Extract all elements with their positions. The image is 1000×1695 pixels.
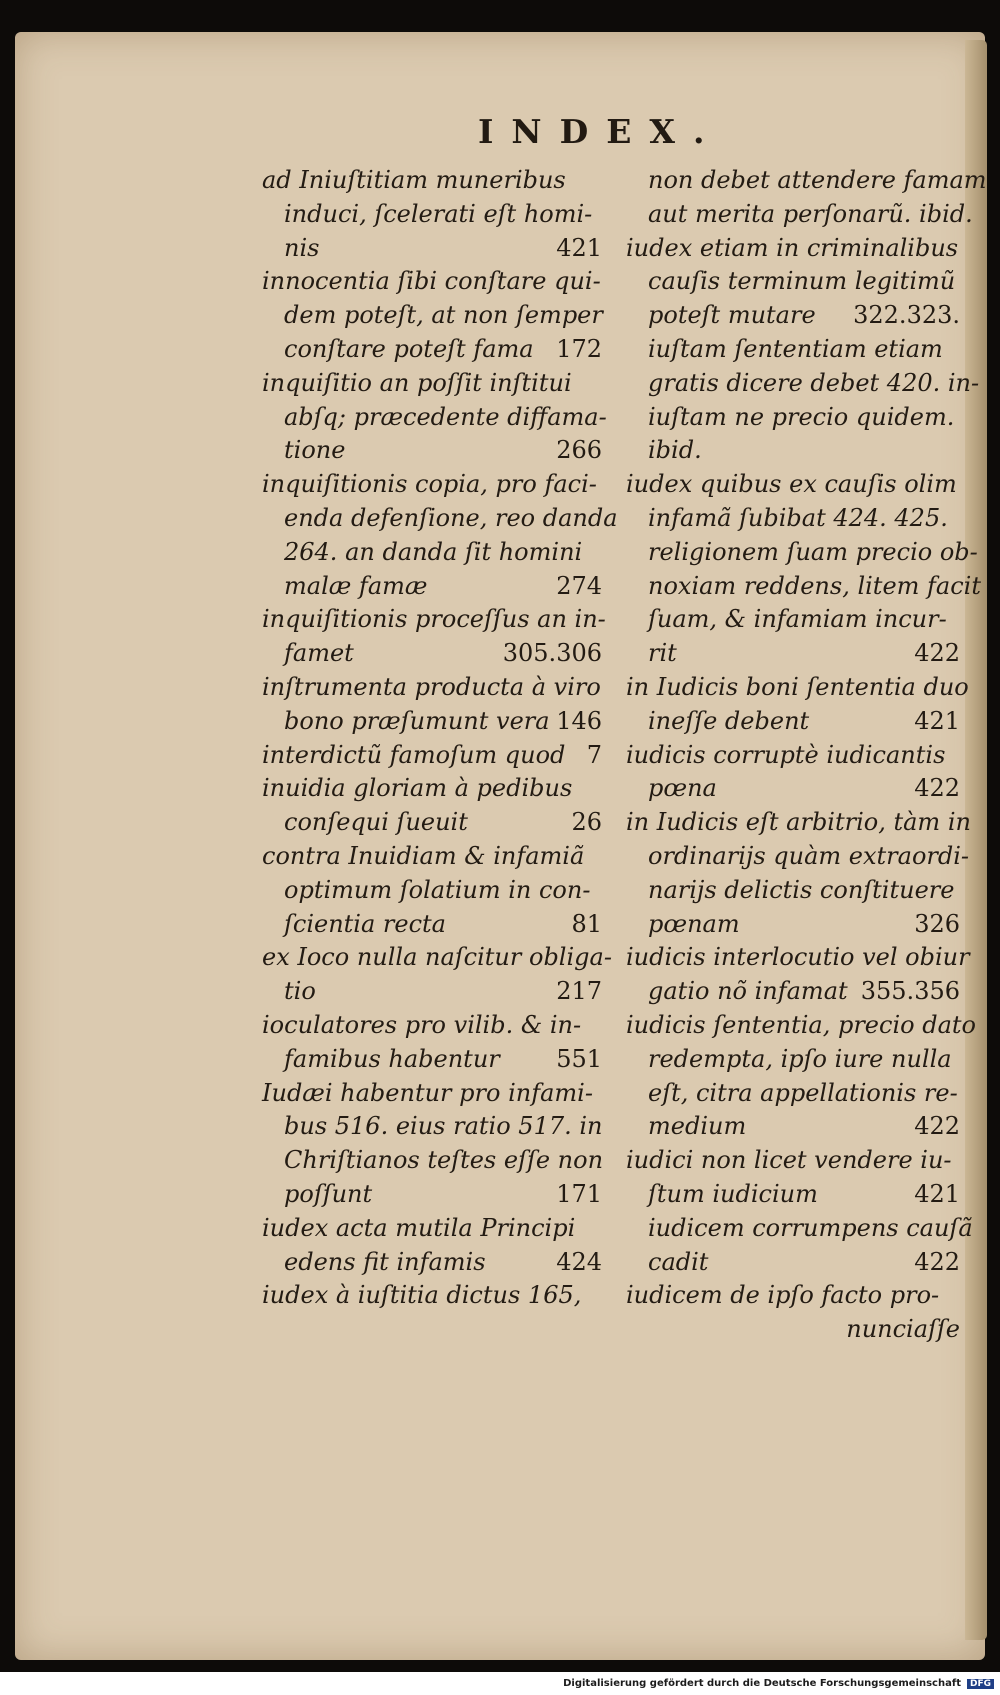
index-entry-line — [262, 1212, 602, 1246]
entry-text: inquiſitionis copia, pro faci- — [262, 470, 597, 499]
entry-text: pœnam — [648, 909, 740, 938]
page-reference: 422 — [914, 1247, 960, 1276]
page-reference: 551 — [556, 1044, 602, 1073]
index-entry-line — [262, 299, 602, 333]
index-entry-line — [262, 603, 606, 637]
index-entry-line — [262, 536, 602, 570]
entry-text: eſt, citra appellationis re- — [648, 1078, 958, 1107]
index-entry-line — [262, 1043, 602, 1077]
index-entry-line — [262, 502, 618, 536]
index-entry-line — [262, 265, 602, 299]
page-reference: 81 — [571, 909, 602, 938]
entry-text: gatio nõ infamat — [648, 977, 848, 1006]
index-entry-line — [626, 468, 960, 502]
page-reference: 421 — [914, 706, 960, 735]
index-entry-line — [626, 367, 980, 401]
index-entry-line — [262, 570, 602, 604]
entry-text: contra Inuidiam & infamiã — [262, 841, 585, 870]
entry-text: interdictũ famoſum quod — [262, 740, 566, 769]
entry-text: iudex quibus ex cauſis olim — [626, 470, 957, 499]
index-entry-line — [626, 265, 960, 299]
entry-text: dem poteſt, at non ſemper — [284, 301, 603, 330]
entry-text: enda defenſione, reo danda — [284, 503, 618, 532]
entry-text: infamã ſubibat 424. 425. — [648, 503, 948, 532]
index-entry-line — [262, 1246, 602, 1280]
entry-text: famet — [284, 639, 354, 668]
entry-text: ibid. — [648, 436, 702, 465]
entry-text: poſſunt — [284, 1179, 373, 1208]
entry-text: iudex à iuſtitia dictus 165, — [262, 1281, 582, 1310]
entry-text: poteſt mutare — [648, 301, 816, 330]
entry-text: Chriſtianos teſtes eſſe non — [284, 1146, 604, 1175]
index-entry-line — [626, 198, 973, 232]
entry-text: iudicis interlocutio vel obiur — [626, 943, 970, 972]
entry-text: ſuam, & infamiam incur- — [648, 605, 947, 634]
entry-text: iudicis ſententia, precio dato — [626, 1010, 976, 1039]
page-reference: 424 — [556, 1247, 602, 1276]
entry-text: conſtare poteſt fama — [284, 334, 534, 363]
index-entry-line — [262, 772, 602, 806]
page-reference: 422 — [914, 639, 960, 668]
entry-text: abſq; præcedente diffama- — [284, 402, 607, 431]
index-entry-line — [262, 232, 602, 266]
page-reference: 266 — [556, 436, 602, 465]
page-reference: 355.356 — [860, 977, 960, 1006]
index-entry-line — [262, 941, 612, 975]
index-entry-line — [626, 299, 960, 333]
index-entry-line — [626, 840, 970, 874]
entry-text: rit — [648, 639, 677, 668]
index-entry-line — [262, 806, 602, 840]
page-header: INDEX. — [478, 112, 723, 151]
entry-text: ad Iniuſtitiam muneribus — [262, 166, 566, 194]
index-entry-line — [626, 333, 960, 367]
dfg-logo: DFG — [967, 1679, 994, 1689]
index-entry-line — [626, 637, 960, 671]
index-entry-line — [262, 468, 602, 502]
entry-text: ineſſe debent — [648, 706, 810, 735]
entry-text: tio — [284, 977, 316, 1006]
index-column-left — [262, 164, 618, 1313]
index-entry-line — [626, 232, 960, 266]
entry-text: medium — [648, 1112, 747, 1141]
entry-text: in Iudicis eſt arbitrio, tàm in — [626, 808, 971, 837]
entry-text: in Iudicis boni ſententia duo — [626, 672, 969, 701]
index-entry-line — [626, 874, 960, 908]
entry-text: malæ famæ — [284, 571, 428, 600]
index-entry-line — [262, 1077, 602, 1111]
page-reference: 421 — [914, 1179, 960, 1208]
index-entry-line — [262, 908, 602, 942]
index-entry-line — [626, 536, 978, 570]
entry-text: famibus habentur — [284, 1044, 500, 1073]
entry-text: bus 516. eius ratio 517. in — [284, 1112, 603, 1141]
entry-text: iudicem de ipſo facto pro- — [626, 1281, 940, 1310]
entry-text: narijs delictis conſtituere — [648, 875, 955, 904]
entry-text: inquiſitionis proceſſus an in- — [262, 605, 606, 634]
index-entry-line — [262, 840, 602, 874]
entry-text: iudex acta mutila Principi — [262, 1213, 576, 1242]
index-entry-line — [626, 772, 960, 806]
index-entry-line — [262, 1144, 602, 1178]
index-entry-line — [262, 705, 602, 739]
page-reference: 422 — [914, 774, 960, 803]
index-entry-line — [262, 739, 602, 773]
index-entry-line — [262, 671, 602, 705]
index-entry-line — [626, 1246, 960, 1280]
page-reference: 422 — [914, 1112, 960, 1141]
index-entry-line — [626, 1144, 960, 1178]
entry-text: iudex etiam in criminalibus — [626, 233, 959, 262]
entry-text: optimum ſolatium in con- — [284, 875, 591, 904]
entry-text: aut merita perſonarũ. ibid. — [648, 199, 973, 228]
entry-text: religionem ſuam precio ob- — [648, 537, 978, 566]
entry-text: 264. an danda ſit homini — [284, 537, 583, 566]
entry-text: gratis dicere debet 420. in- — [648, 368, 980, 397]
index-entry-line — [626, 1043, 960, 1077]
entry-text: ordinarijs quàm extraordi- — [648, 841, 970, 870]
entry-text: iuſtam ſententiam etiam — [648, 334, 943, 363]
index-entry-line — [262, 198, 602, 232]
entry-text: nunciaſſe — [846, 1315, 960, 1344]
index-entry-line — [262, 637, 602, 671]
entry-text: conſequi ſueuit — [284, 808, 468, 837]
entry-text: noxiam reddens, litem facit — [648, 571, 981, 600]
page-reference: 421 — [556, 233, 602, 262]
index-entry-line — [626, 570, 981, 604]
page-reference: 7 — [586, 740, 602, 769]
index-entry-line — [626, 164, 987, 198]
entry-text: redempta, ipſo iure nulla — [648, 1044, 952, 1073]
entry-text: inſtrumenta producta à viro — [262, 672, 601, 701]
entry-text: bono præſumunt vera — [284, 706, 550, 735]
entry-text: edens fit infamis — [284, 1247, 486, 1276]
index-entry-line — [262, 401, 607, 435]
index-entry-line — [262, 434, 602, 468]
index-entry-line — [626, 705, 960, 739]
entry-text: non debet attendere famam — [648, 166, 987, 194]
entry-text: inuidia gloriam à pedibus — [262, 774, 573, 803]
index-entry-line — [626, 1313, 960, 1347]
index-entry-line — [262, 874, 602, 908]
entry-text: tione — [284, 436, 346, 465]
page-reference: 326 — [914, 909, 960, 938]
entry-text: innocentia ſibi conſtare qui- — [262, 267, 601, 296]
index-entry-line — [262, 1279, 602, 1313]
index-entry-line — [262, 1110, 602, 1144]
entry-text: iudicem corrumpens cauſã — [648, 1213, 973, 1242]
index-entry-line — [626, 502, 960, 536]
entry-text: nis — [284, 233, 320, 262]
entry-text: iuſtam ne precio quidem. — [648, 402, 955, 431]
index-entry-line — [626, 975, 960, 1009]
entry-text: ex Ioco nulla naſcitur obliga- — [262, 943, 612, 972]
footer-credit: Digitalisierung gefördert durch die Deutsche Forschungsgemeinschaft — [563, 1678, 961, 1689]
index-entry-line — [626, 1279, 960, 1313]
entry-text: cadit — [648, 1247, 709, 1276]
entry-text: iudici non licet vendere iu- — [626, 1146, 952, 1175]
entry-text: iudicis corruptè iudicantis — [626, 740, 946, 769]
page-reference: 322.323. — [853, 301, 960, 330]
entry-text: ſtum iudicium — [648, 1179, 818, 1208]
index-entry-line — [626, 1077, 960, 1111]
index-entry-line — [626, 603, 960, 637]
index-entry-line — [626, 1009, 976, 1043]
index-entry-line — [626, 434, 960, 468]
index-entry-line — [626, 671, 969, 705]
index-entry-line — [262, 164, 602, 198]
page-reference: 172 — [556, 334, 602, 363]
index-column-right — [626, 164, 987, 1347]
page-reference: 146 — [556, 706, 602, 735]
index-entry-line — [626, 739, 960, 773]
footer-bar — [0, 1672, 1000, 1695]
index-entry-line — [626, 908, 960, 942]
index-entry-line — [626, 806, 971, 840]
index-entry-line — [626, 1212, 973, 1246]
entry-text: ioculatores pro vilib. & in- — [262, 1010, 582, 1039]
entry-text: inquiſitio an poſſit inſtitui — [262, 368, 572, 397]
index-entry-line — [626, 941, 970, 975]
page-reference: 171 — [556, 1179, 602, 1208]
index-entry-line — [262, 975, 602, 1009]
page-reference: 274 — [556, 571, 602, 600]
entry-text: ſcientia recta — [284, 909, 446, 938]
entry-text: Iudæi habentur pro infami- — [262, 1078, 593, 1107]
page-reference: 217 — [556, 977, 602, 1006]
entry-text: cauſis terminum legitimũ — [648, 267, 956, 296]
index-entry-line — [262, 1178, 602, 1212]
index-entry-line — [262, 367, 602, 401]
index-entry-line — [626, 401, 960, 435]
entry-text: induci, ſcelerati eſt homi- — [284, 199, 593, 228]
page-reference: 305.306 — [502, 639, 602, 668]
index-entry-line — [626, 1110, 960, 1144]
index-entry-line — [262, 333, 602, 367]
index-entry-line — [262, 1009, 602, 1043]
index-entry-line — [626, 1178, 960, 1212]
entry-text: pœna — [648, 774, 717, 803]
page-reference: 26 — [571, 808, 602, 837]
